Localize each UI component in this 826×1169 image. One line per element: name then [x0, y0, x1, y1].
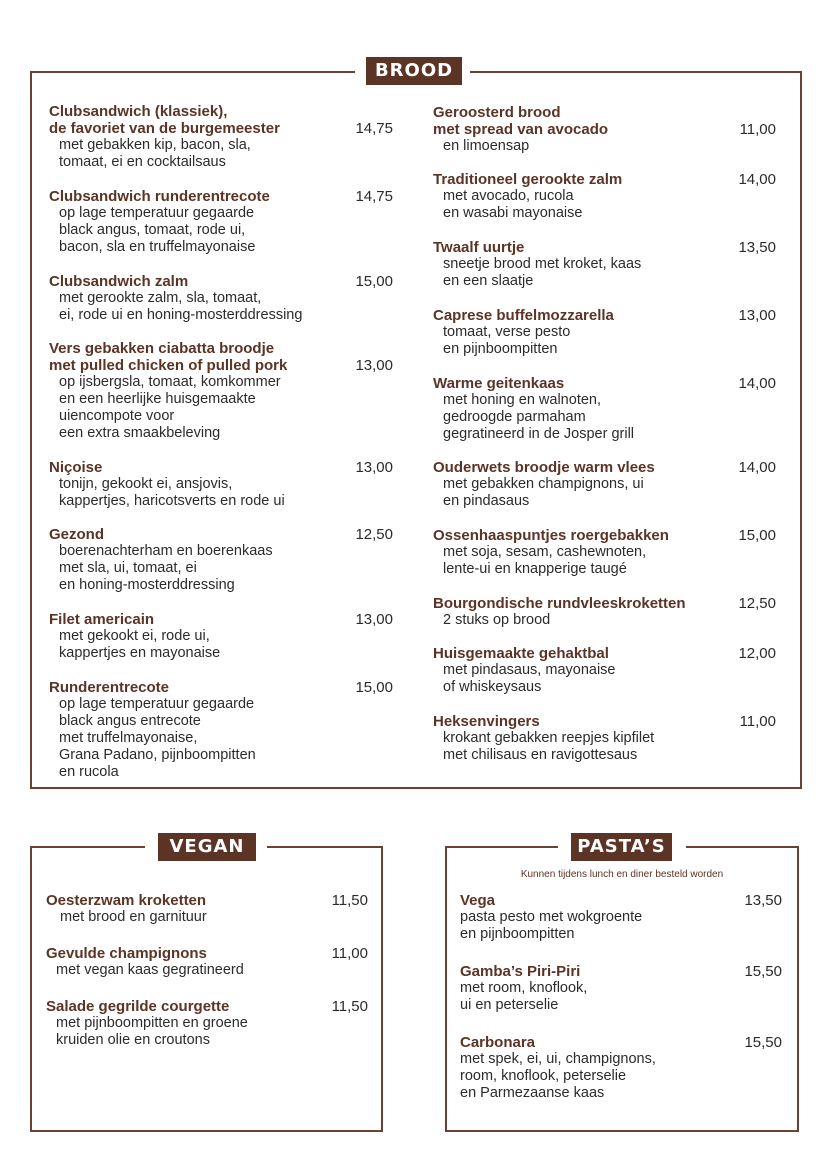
item-desc: sneetje brood met kroket, kaas en een slaatje — [443, 256, 642, 289]
item-price: 15,00 — [738, 527, 776, 544]
item-name: Ouderwets broodje warm vlees — [433, 459, 655, 476]
item-price: 13,00 — [738, 307, 776, 324]
menu-item — [46, 998, 368, 1049]
item-name: Traditioneel gerookte zalm — [433, 171, 623, 188]
item-price: 13,00 — [355, 459, 393, 476]
item-desc: op lage temperatuur gegaarde black angus entrecote met truffelmayonaise, Grana Padano, pijnboompitten en rucola — [59, 696, 256, 780]
item-desc: op lage temperatuur gegaarde black angus, tomaat, rode ui, bacon, sla en truffelmayonaise — [59, 205, 256, 255]
item-price: 15,50 — [744, 1034, 782, 1051]
item-price: 13,50 — [744, 892, 782, 909]
item-desc: met honing en walnoten, gedroogde parmaham gegratineerd in de Josper grill — [443, 392, 635, 442]
item-price: 12,50 — [738, 595, 776, 612]
menu-item — [433, 713, 776, 764]
item-desc: met spek, ei, ui, champignons, room, knoflook, peterselie en Parmezaanse kaas — [460, 1051, 656, 1101]
menu-item — [460, 1034, 782, 1102]
menu-item — [433, 527, 776, 578]
menu-item — [49, 188, 393, 256]
item-desc: met soja, sesam, cashewnoten, lente-ui en knapperige taugé — [443, 544, 647, 577]
item-price: 12,00 — [738, 645, 776, 662]
item-price: 14,00 — [738, 171, 776, 188]
menu-item — [433, 104, 776, 155]
item-price: 11,00 — [331, 945, 368, 962]
menu-item — [46, 945, 368, 979]
item-price: 13,00 — [355, 611, 393, 628]
item-name: Salade gegrilde courgette — [46, 998, 230, 1015]
item-price: 11,50 — [331, 892, 368, 909]
menu-item — [49, 459, 393, 510]
item-price: 14,75 — [355, 120, 393, 137]
item-desc: met gekookt ei, rode ui, kappertjes en mayonaise — [59, 628, 221, 661]
item-desc: met pijnboompitten en groene kruiden olie en croutons — [56, 1015, 248, 1048]
item-desc: met avocado, rucola en wasabi mayonaise — [443, 188, 583, 221]
item-name: Twaalf uurtje — [433, 239, 525, 256]
item-price: 14,00 — [738, 375, 776, 392]
item-desc: met vegan kaas gegratineerd — [56, 962, 244, 978]
menu-item — [433, 645, 776, 696]
menu-item — [460, 892, 782, 943]
menu-item — [49, 526, 393, 594]
item-price: 15,00 — [355, 273, 393, 290]
item-name: Clubsandwich runderentrecote — [49, 188, 270, 205]
item-price: 13,50 — [738, 239, 776, 256]
item-desc: krokant gebakken reepjes kipfilet met chilisaus en ravigottesaus — [443, 730, 655, 763]
menu-item — [433, 171, 776, 222]
item-name: Clubsandwich zalm — [49, 273, 189, 290]
item-price: 15,50 — [744, 963, 782, 980]
item-name: Ossenhaaspuntjes roergebakken — [433, 527, 669, 544]
menu-item — [433, 239, 776, 290]
item-name: Bourgondische rundvleeskroketten — [433, 595, 686, 612]
item-name: Oesterzwam kroketten — [46, 892, 207, 909]
item-name: Geroosterd brood met spread van avocado — [433, 104, 609, 138]
item-name: Heksenvingers — [433, 713, 540, 730]
item-desc: met pindasaus, mayonaise of whiskeysaus — [443, 662, 616, 695]
item-name: Gamba’s Piri-Piri — [460, 963, 581, 980]
menu-item — [49, 273, 393, 324]
item-price: 14,00 — [738, 459, 776, 476]
item-name: Warme geitenkaas — [433, 375, 565, 392]
item-desc: met brood en garnituur — [60, 909, 207, 925]
item-desc: boerenachterham en boerenkaas met sla, ui, tomaat, ei en honing-mosterddressing — [59, 543, 273, 593]
vegan-section — [30, 846, 383, 1132]
item-desc: met gebakken champignons, ui en pindasaus — [443, 476, 644, 509]
menu-item — [49, 611, 393, 662]
item-price: 13,00 — [355, 357, 393, 374]
pasta-note: Kunnen tijdens lunch en diner besteld worden — [520, 869, 724, 880]
item-price: 11,00 — [739, 121, 776, 138]
menu-item — [49, 679, 393, 781]
item-name: Gevulde champignons — [46, 945, 207, 962]
brood-title: BROOD — [366, 57, 462, 85]
item-name: Filet americain — [49, 611, 155, 628]
menu-item — [460, 963, 782, 1014]
item-desc: pasta pesto met wokgroente en pijnboompitten — [460, 909, 643, 942]
menu-item — [433, 595, 776, 629]
menu-item — [433, 459, 776, 510]
menu-item — [49, 340, 393, 442]
item-name: Gezond — [49, 526, 104, 543]
item-desc: met gebakken kip, bacon, sla, tomaat, ei en cocktailsaus — [59, 137, 251, 170]
item-name: Huisgemaakte gehaktbal — [433, 645, 609, 662]
item-price: 15,00 — [355, 679, 393, 696]
item-desc: op ijsbergsla, tomaat, komkommer en een heerlijke huisgemaakte uiencompote voor een extra smaakbeleving — [59, 374, 281, 441]
menu-item — [433, 307, 776, 358]
item-price: 14,75 — [355, 188, 393, 205]
item-name: Niçoise — [49, 459, 103, 476]
item-name: Vers gebakken ciabatta broodje met pulled chicken of pulled pork — [49, 340, 288, 374]
menu-item — [433, 375, 776, 443]
item-price: 11,50 — [331, 998, 368, 1015]
item-desc: 2 stuks op brood — [443, 612, 551, 628]
menu-item — [46, 892, 368, 926]
menu-item — [49, 103, 393, 171]
vegan-title: VEGAN — [158, 833, 256, 861]
item-desc: tonijn, gekookt ei, ansjovis, kappertjes, haricotsverts en rode ui — [59, 476, 285, 509]
item-name: Carbonara — [460, 1034, 536, 1051]
item-name: Clubsandwich (klassiek), de favoriet van de burgemeester — [49, 103, 280, 137]
item-desc: en limoensap — [443, 138, 530, 154]
item-desc: met room, knoflook, ui en peterselie — [460, 980, 588, 1013]
item-desc: met gerookte zalm, sla, tomaat, ei, rode ui en honing-mosterddressing — [59, 290, 303, 323]
item-name: Vega — [460, 892, 496, 909]
item-name: Runderentrecote — [49, 679, 170, 696]
pasta-title: PASTA’S — [571, 833, 672, 861]
item-price: 11,00 — [739, 713, 776, 730]
item-name: Caprese buffelmozzarella — [433, 307, 614, 324]
item-price: 12,50 — [355, 526, 393, 543]
item-desc: tomaat, verse pesto en pijnboompitten — [443, 324, 571, 357]
